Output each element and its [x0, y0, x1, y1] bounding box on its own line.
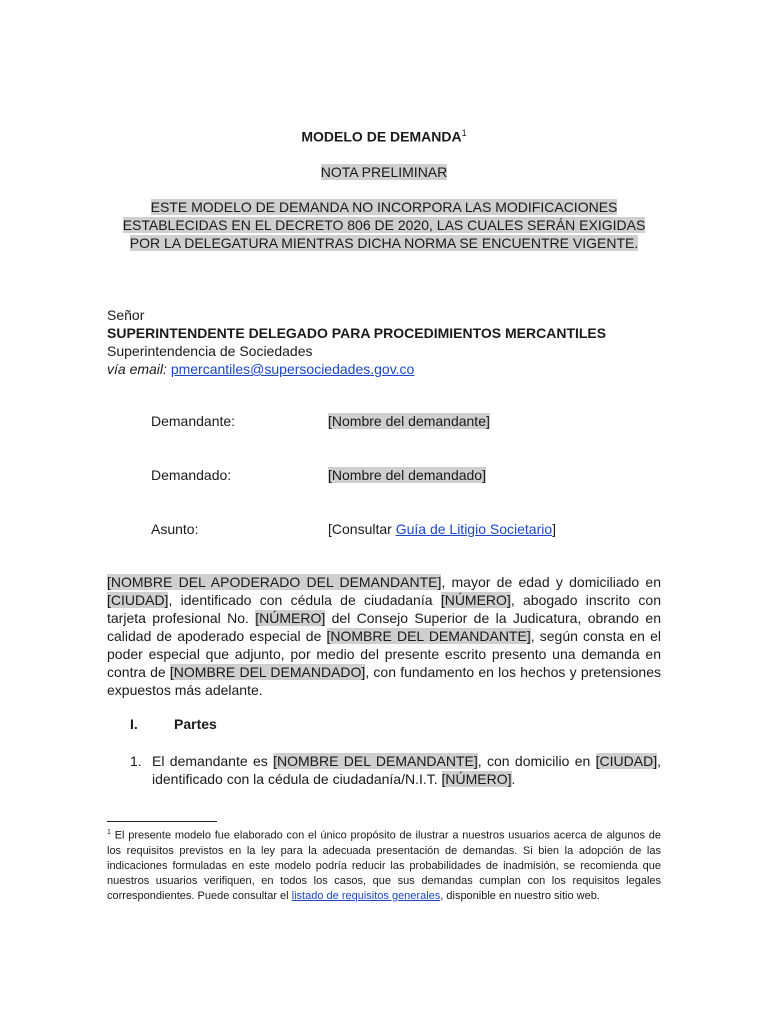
warning-paragraph: [107, 198, 661, 252]
list-item-number: 1.: [130, 753, 142, 769]
addressee-position: SUPERINTENDENTE DELEGADO PARA PROCEDIMIENTOS MERCANTILES: [107, 325, 607, 341]
placeholder-apoderado: [NOMBRE DEL APODERADO DEL DEMANDANTE]: [107, 574, 442, 590]
item-text-segment: , con domicilio en: [477, 753, 596, 769]
footnote-divider: [107, 821, 217, 822]
placeholder-numero: [NÚMERO]: [441, 771, 512, 787]
intro-paragraph: [107, 573, 661, 699]
placeholder-ciudad: [CIUDAD]: [107, 592, 169, 608]
section-title: Partes: [174, 716, 217, 732]
item-text-segment: El demandante es: [152, 753, 274, 769]
document-title: [0, 128, 768, 145]
placeholder-numero-tarjeta: [NÚMERO]: [255, 610, 326, 626]
asunto-close: ]: [552, 521, 557, 537]
placeholder-demandado: [NOMBRE DEL DEMANDADO]: [169, 664, 366, 680]
demandado-value: [Nombre del demandado]: [328, 467, 486, 483]
body-text-segment: del Consejo Superior de la Judicatura, obrando en calidad de apoderado especial de: [107, 610, 661, 644]
section-heading-partes: [130, 716, 217, 732]
email-label: vía email:: [107, 361, 167, 377]
title-footnote-ref[interactable]: 1: [461, 128, 467, 138]
body-text-segment: , identificado con cédula de ciudadanía: [168, 592, 441, 608]
nota-preliminar: [0, 164, 768, 180]
guia-litigio-link[interactable]: Guía de Litigio Societario: [395, 521, 553, 537]
asunto-label: Asunto:: [151, 521, 199, 537]
demandado-label: Demandado:: [151, 467, 232, 483]
demandante-label: Demandante:: [151, 413, 236, 429]
asunto-open: [Consultar: [328, 521, 396, 537]
addressee-block: [107, 306, 606, 378]
salutation: Señor: [107, 307, 145, 323]
section-number: I.: [130, 716, 138, 732]
field-demandado: [151, 467, 486, 483]
item-text-segment: , identificado con la cédula de ciudadanía/N.I.T.: [152, 753, 662, 787]
placeholder-demandante: [NOMBRE DEL DEMANDANTE]: [326, 628, 531, 644]
placeholder-demandante: [NOMBRE DEL DEMANDANTE]: [273, 753, 478, 769]
placeholder-ciudad: [CIUDAD]: [595, 753, 658, 769]
item-text-segment: .: [511, 771, 516, 787]
requisitos-link[interactable]: listado de requisitos generales: [291, 889, 441, 902]
footnote-tail: , disponible en nuestro sitio web.: [440, 889, 600, 902]
placeholder-numero-cedula: [NÚMERO]: [440, 592, 511, 608]
email-link[interactable]: pmercantiles@supersociedades.gov.co: [170, 361, 415, 377]
footnote-ref: 1: [107, 829, 111, 836]
field-demandante: [151, 413, 490, 429]
title-text: MODELO DE DEMANDA: [301, 128, 462, 145]
asunto-value: [328, 521, 556, 537]
list-item: [130, 752, 661, 788]
footnote-text: El presente modelo fue elaborado con el único propósito de ilustrar a nuestros usuarios acerca de algunos de los requisitos previstos en la ley para la adecuada presentación de demandas. Si bien la adopción de las indicaciones formuladas en este modelo podría reducir las probabilidades de inadmisión, se recomienda que nuestros usuarios verifiquen, en todos los casos, que sus demandas cumplan con los requisitos legales correspondientes. Puede consultar el: [107, 829, 661, 902]
demandante-value: [Nombre del demandante]: [328, 413, 490, 429]
body-text-segment: , con fundamento en los hechos y pretensiones expuestos más adelante.: [107, 664, 662, 698]
field-asunto: [151, 521, 556, 537]
body-text-segment: , abogado inscrito con tarjeta profesional No.: [107, 592, 661, 626]
list-item-text: [152, 752, 661, 788]
body-text-segment: , según consta en el poder especial que adjunto, por medio del presente escrito presento una demanda en contra de: [107, 628, 661, 680]
body-text-segment: , mayor de edad y domiciliado en: [441, 574, 661, 590]
warning-text: ESTE MODELO DE DEMANDA NO INCORPORA LAS MODIFICACIONES ESTABLECIDAS EN EL DECRETO 806 DE 2020, LAS CUALES SERÁN EXIGIDAS POR LA DELEGATURA MIENTRAS DICHA NORMA SE ENCUENTRE VIGENTE.: [122, 199, 646, 251]
footnote: [107, 825, 661, 904]
nota-text: NOTA PRELIMINAR: [320, 164, 448, 180]
addressee-entity: Superintendencia de Sociedades: [107, 343, 313, 359]
email-line: [107, 360, 606, 378]
